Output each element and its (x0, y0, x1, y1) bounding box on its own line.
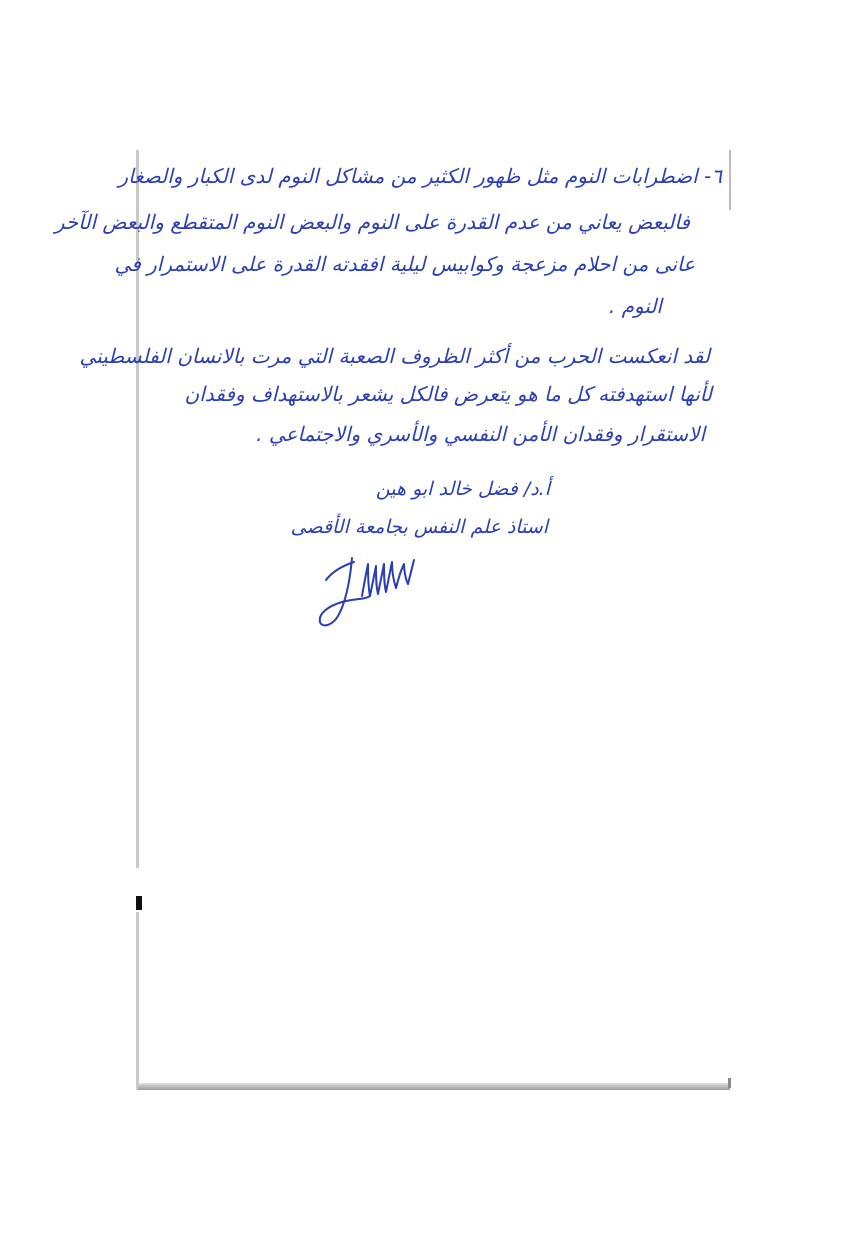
scan-mark (136, 896, 142, 910)
handwritten-line-7: الاستقرار وفقدان الأمن النفسي والأسري والاجتماعي . (256, 422, 705, 446)
handwritten-signature (312, 550, 422, 632)
page-edge-left-lower (136, 912, 139, 1090)
page-edge-gap (136, 868, 139, 883)
page-edge-right-corner (728, 1078, 731, 1088)
page-edge-bottom (138, 1083, 730, 1090)
author-name: أ.د/ فضل خالد ابو هين (375, 478, 550, 500)
handwritten-line-1: ٦- اضطرابات النوم مثل ظهور الكثير من مشاكل النوم لدى الكبار والصغار (118, 164, 722, 188)
handwritten-line-3: عانى من احلام مزعجة وكوابيس ليلية افقدته القدرة على الاستمرار في (114, 252, 695, 276)
handwritten-line-4: النوم . (608, 294, 662, 318)
handwritten-line-5: لقد انعكست الحرب من أكثر الظروف الصعبة التي مرت بالانسان الفلسطيني (79, 344, 710, 368)
page-edge-right (729, 150, 731, 210)
handwritten-line-6: لأنها استهدفته كل ما هو يتعرض فالكل يشعر بالاستهداف وفقدان (184, 382, 712, 406)
author-title: استاذ علم النفس بجامعة الأقصى (290, 516, 548, 538)
scanned-page (54, 150, 730, 1088)
handwritten-line-2: فالبعض يعاني من عدم القدرة على النوم والبعض النوم المتقطع والبعض الآخر (54, 210, 690, 234)
